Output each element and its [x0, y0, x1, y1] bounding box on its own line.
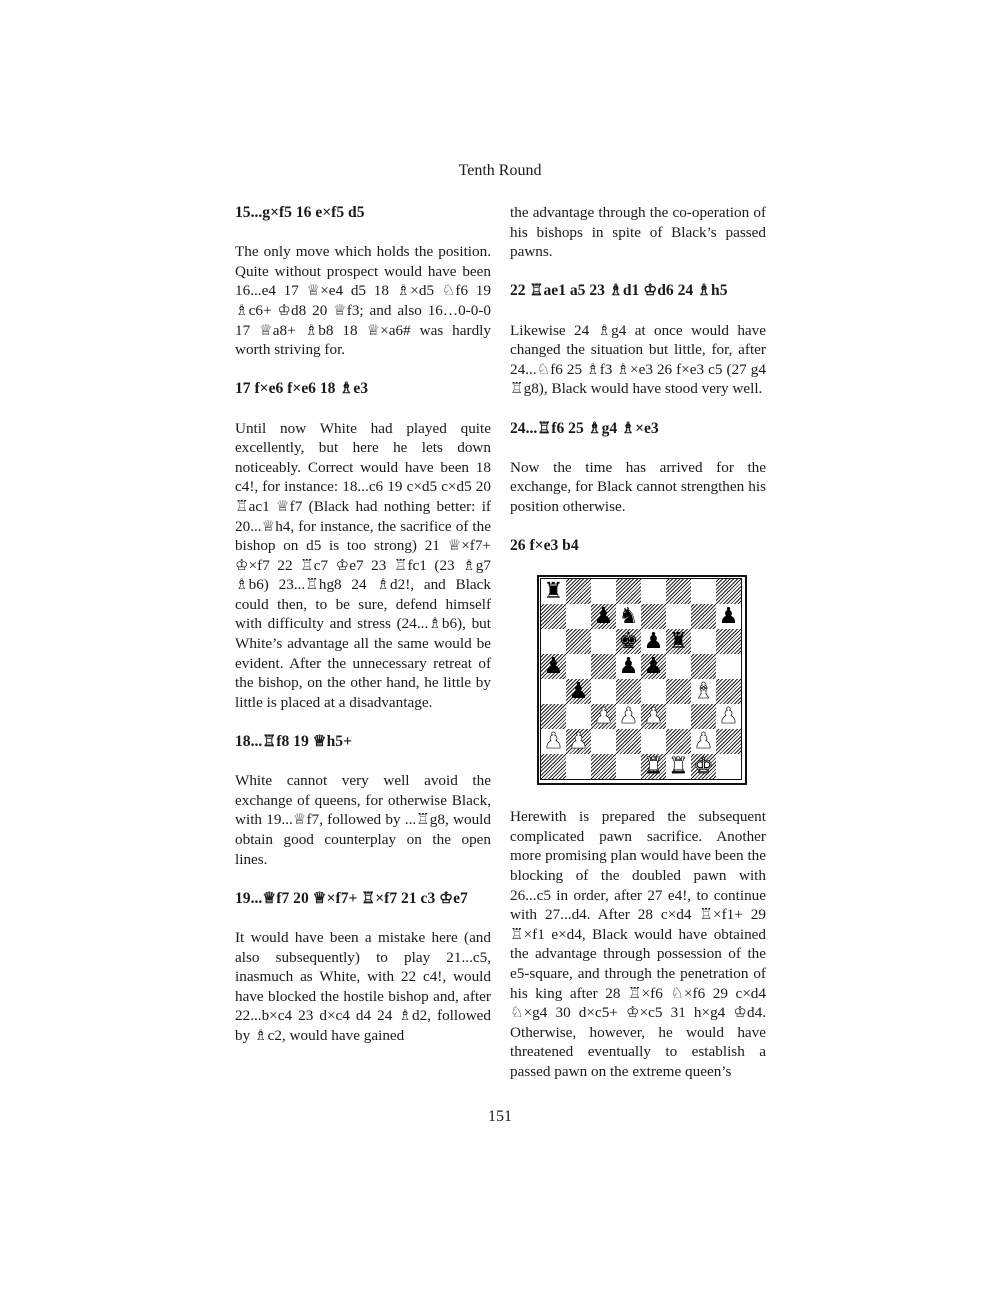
commentary-paragraph: Now the time has arrived for the exchange, for Black cannot strengthen his position otherwise.: [510, 458, 766, 515]
square-d2: [616, 729, 641, 754]
square-a1: [541, 754, 566, 779]
black-pawn-icon: ♟: [543, 654, 564, 680]
move-heading: 22 ♖ae1 a5 23 ♗d1 ♔d6 24 ♗h5: [510, 282, 728, 300]
page-number: 151: [488, 1108, 512, 1125]
square-f7: [666, 604, 691, 629]
square-a3: [541, 704, 566, 729]
square-e1: [641, 754, 666, 779]
square-h2: [716, 729, 741, 754]
square-d1: [616, 754, 641, 779]
white-pawn-icon: ♟: [543, 729, 564, 755]
commentary-paragraph: The only move which holds the position. Quite without prospect would have been 16...e4 17 ♕×e4 d5 18 ♗×d5 ♘f6 19 ♗c6+ ♔d8 20 ♕f3; and also 16…0-0-0 17 ♕a8+ ♗b8 18 ♕×a6# was hardly worth striving for.: [235, 243, 491, 359]
square-h8: [716, 579, 741, 604]
square-b6: [566, 629, 591, 654]
square-b5: [566, 654, 591, 679]
commentary-paragraph: It would have been a mistake here (and also subsequently) to play 21...c5, inasmuch as White, with 22 c4!, would have blocked the hostile bishop and, after 22...b×c4 23 d×c4 d4 24 ♗d2, followed by ♗c2, would have gained: [235, 928, 491, 1044]
black-knight-icon: ♞: [618, 604, 639, 630]
left-column: [235, 203, 491, 1046]
square-a5: [541, 654, 566, 679]
square-c3: [591, 704, 616, 729]
white-bishop-icon: ♝: [693, 679, 714, 705]
square-e6: [641, 629, 666, 654]
black-pawn-icon: ♟: [643, 654, 664, 680]
black-pawn-icon: ♟: [593, 604, 614, 630]
square-e8: [641, 579, 666, 604]
square-h4: [716, 679, 741, 704]
square-a6: [541, 629, 566, 654]
square-h7: [716, 604, 741, 629]
square-f5: [666, 654, 691, 679]
square-f6: [666, 629, 691, 654]
move-heading: 24...♖f6 25 ♗g4 ♗×e3: [510, 419, 659, 437]
square-b1: [566, 754, 591, 779]
running-head: Tenth Round: [458, 162, 542, 179]
square-h3: [716, 704, 741, 729]
white-pawn-icon: ♟: [568, 729, 589, 755]
square-g6: [691, 629, 716, 654]
right-column: [510, 203, 766, 1082]
square-g8: [691, 579, 716, 604]
black-pawn-icon: ♟: [568, 679, 589, 705]
square-b2: [566, 729, 591, 754]
square-e4: [641, 679, 666, 704]
white-pawn-icon: ♟: [718, 704, 739, 730]
black-rook-icon: ♜: [543, 579, 564, 605]
square-b4: [566, 679, 591, 704]
square-f4: [666, 679, 691, 704]
black-pawn-icon: ♟: [718, 604, 739, 630]
square-e7: [641, 604, 666, 629]
square-c6: [591, 629, 616, 654]
square-h6: [716, 629, 741, 654]
square-g5: [691, 654, 716, 679]
square-a2: [541, 729, 566, 754]
square-d8: [616, 579, 641, 604]
square-a7: [541, 604, 566, 629]
square-g2: [691, 729, 716, 754]
white-rook-icon: ♜: [668, 754, 689, 780]
square-e2: [641, 729, 666, 754]
square-f2: [666, 729, 691, 754]
square-h5: [716, 654, 741, 679]
chess-board: [540, 578, 742, 780]
square-c2: [591, 729, 616, 754]
square-f8: [666, 579, 691, 604]
square-c4: [591, 679, 616, 704]
square-a8: [541, 579, 566, 604]
square-b3: [566, 704, 591, 729]
square-g1: [691, 754, 716, 779]
white-king-icon: ♚: [693, 754, 714, 780]
square-c1: [591, 754, 616, 779]
square-c8: [591, 579, 616, 604]
move-heading: 15...g×f5 16 e×f5 d5: [235, 204, 365, 221]
square-d7: [616, 604, 641, 629]
black-rook-icon: ♜: [668, 629, 689, 655]
move-heading: 17 f×e6 f×e6 18 ♗e3: [235, 380, 369, 398]
square-b8: [566, 579, 591, 604]
commentary-paragraph: Likewise 24 ♗g4 at once would have changed the situation but little, for, after 24...♘f6 25 ♗f3 ♗×e3 26 f×e3 c5 (27 g4 ♖g8), Black would have stood very well.: [510, 321, 766, 398]
move-heading: 19...♕f7 20 ♕×f7+ ♖×f7 21 c3 ♔e7: [235, 889, 468, 907]
square-f1: [666, 754, 691, 779]
square-d6: [616, 629, 641, 654]
square-g7: [691, 604, 716, 629]
white-pawn-icon: ♟: [618, 704, 639, 730]
white-rook-icon: ♜: [643, 754, 664, 780]
square-d5: [616, 654, 641, 679]
commentary-paragraph: White cannot very well avoid the exchange of queens, for otherwise Black, with 19...♕f7, followed by ...♖g8, would obtain good counterplay on the open lines.: [235, 772, 491, 868]
commentary-paragraph: the advantage through the co-operation of his bishops in spite of Black’s passed pawns.: [510, 204, 766, 261]
black-king-icon: ♚: [618, 629, 639, 655]
white-pawn-icon: ♟: [693, 729, 714, 755]
square-c5: [591, 654, 616, 679]
square-a4: [541, 679, 566, 704]
commentary-paragraph: Herewith is prepared the subsequent complicated pawn sacrifice. Another more promising plan would have been the blocking of the doubled pawn with 26...c5 in order, after 27 e4!, to continue with 27...d4. After 28 c×d4 ♖×f1+ 29 ♖×f1 e×d4, Black would have obtained the advantage through possession of the e5-square, and through the penetration of his king after 28 ♖×f6 ♘×f6 29 c×d4 ♘×g4 30 d×c5+ ♔×c5 31 h×g4 ♔d4. Otherwise, however, he would have threatened eventually to establish a passed pawn on the extreme queen’s: [510, 808, 766, 1080]
white-pawn-icon: ♟: [643, 704, 664, 730]
move-heading: 26 f×e3 b4: [510, 537, 579, 555]
black-pawn-icon: ♟: [618, 654, 639, 680]
black-pawn-icon: ♟: [643, 629, 664, 655]
white-pawn-icon: ♟: [593, 704, 614, 730]
square-d4: [616, 679, 641, 704]
square-g4: [691, 679, 716, 704]
square-e5: [641, 654, 666, 679]
chess-diagram: [537, 575, 747, 785]
move-heading: 18...♖f8 19 ♕h5+: [235, 733, 352, 751]
square-g3: [691, 704, 716, 729]
square-c7: [591, 604, 616, 629]
square-b7: [566, 604, 591, 629]
square-e3: [641, 704, 666, 729]
commentary-paragraph: Until now White had played quite excellently, but here he lets down noticeably. Correct would have been 18 c4!, for instance: 18...c6 19 c×d5 c×d5 20 ♖ac1 ♕f7 (Black had nothing better: if 20...♕h4, for instance, the sacrifice of the bishop on d5 is too strong) 21 ♕×f7+ ♔×f7 22 ♖c7 ♔e7 23 ♖fc1 (23 ♗g7 ♗b6) 23...♖hg8 24 ♗d2!, and Black could then, to be sure, defend himself with difficulty and stress (24...♗b6), but White’s advantage all the same would be evident. After the unnecessary retreat of the bishop, on the other hand, he little by little is placed at a disadvantage.: [235, 419, 491, 711]
square-f3: [666, 704, 691, 729]
square-d3: [616, 704, 641, 729]
square-h1: [716, 754, 741, 779]
